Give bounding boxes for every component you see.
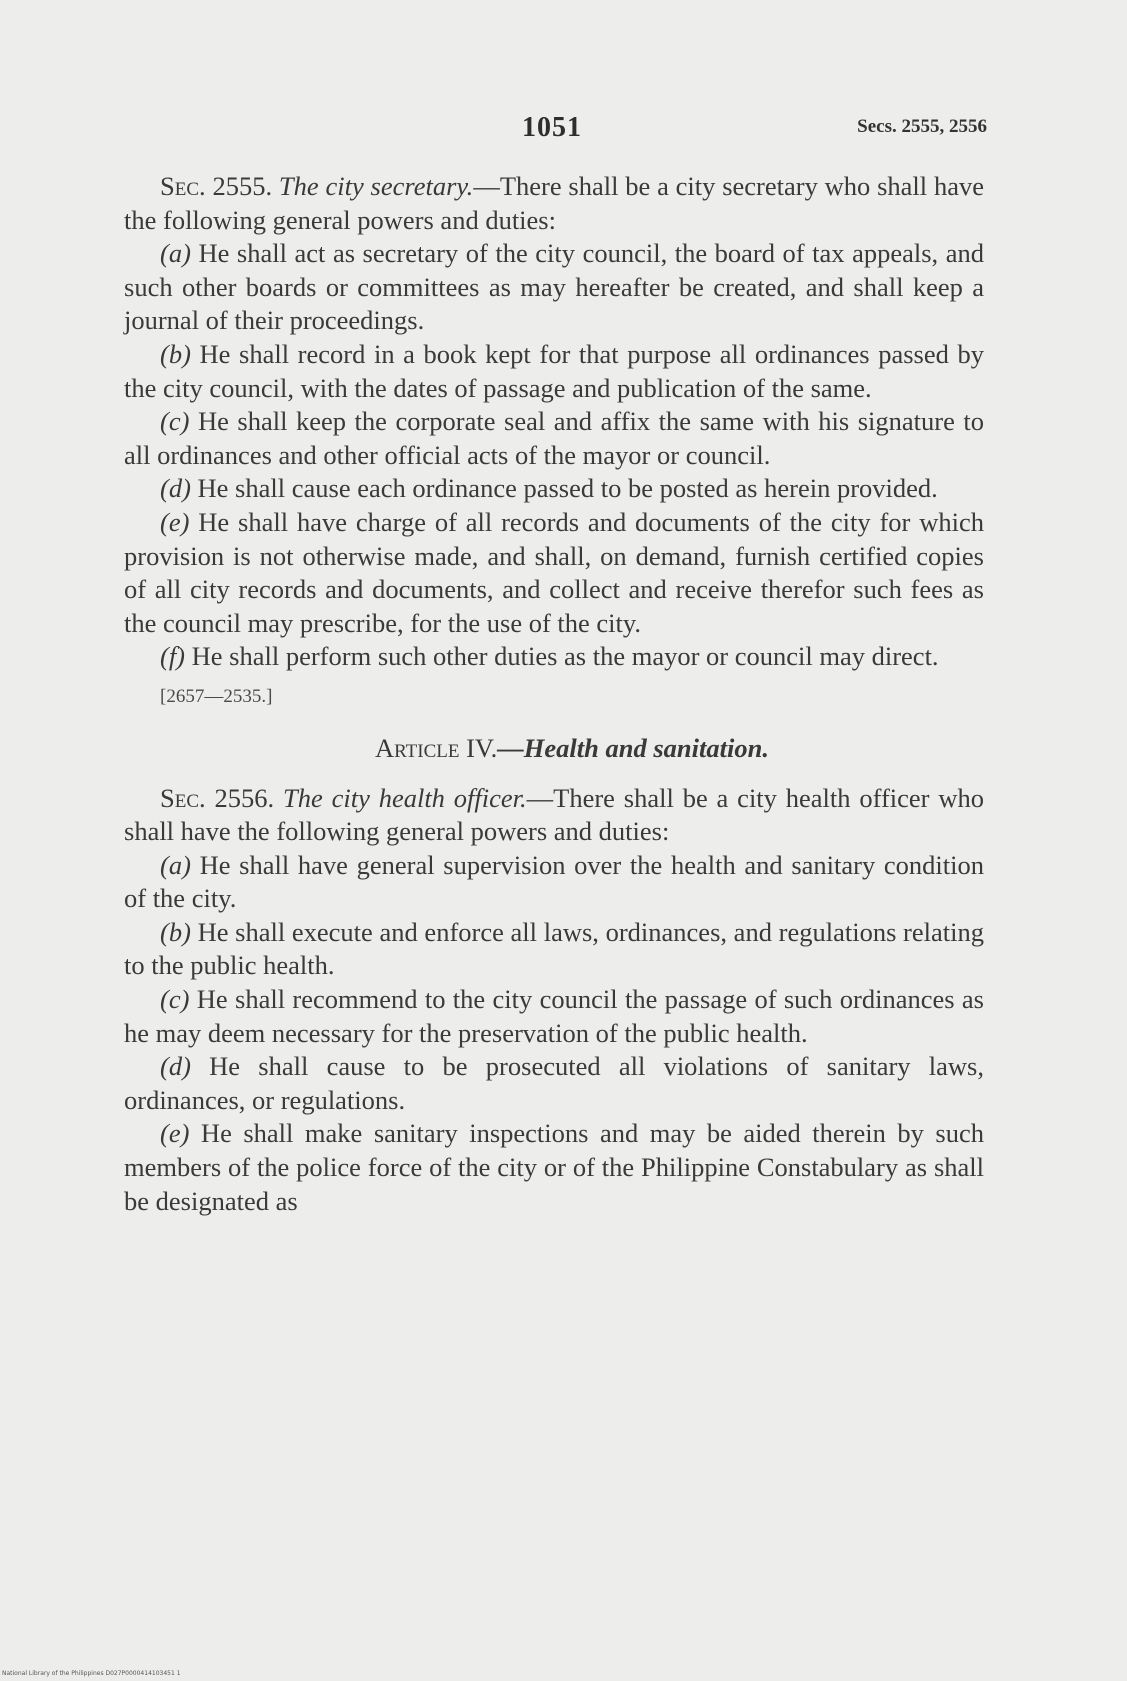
section-label: Sec. 2555. [160,171,273,201]
sec-2556-item-e [124,1117,984,1218]
page-body [124,170,984,1218]
item-text: He shall have general supervision over the health and sanitary condition of the city. [124,849,984,914]
page-number: 1051 [522,112,582,143]
sec-2555-item-a [124,237,984,338]
sec-2555-item-d [124,472,984,506]
item-letter: (d) [160,1051,191,1082]
item-letter: (e) [160,1118,190,1149]
item-letter: (a) [160,849,191,880]
item-letter: (d) [160,473,191,504]
sec-2556-item-a [124,849,984,916]
sec-2555-intro [124,170,984,237]
sec-2556-item-c [124,983,984,1050]
article-label: Article IV. [375,732,498,763]
article-heading [124,732,984,766]
sec-2555-item-c [124,405,984,472]
item-text: He shall act as secretary of the city council, the board of tax appeals, and such other boards or committees as may hereafter be created, and shall keep a journal of their proceedings. [124,238,984,336]
item-text: He shall keep the corporate seal and affix the same with his signature to all ordinances and other official acts of the mayor or council. [124,406,984,470]
item-text: He shall make sanitary inspections and may be aided therein by such members of the police force of the city or of the Philippine Constabulary as shall be designated as [124,1118,984,1216]
item-letter: (b) [160,916,191,947]
item-text: He shall cause each ordinance passed to be posted as herein provided. [190,473,938,504]
page-header [0,112,1127,152]
scan-footer: National Library of the Philippines D027P0000414103451 1 [2,1670,181,1677]
sec-2556-item-d [124,1050,984,1117]
item-text: He shall record in a book kept for that purpose all ordinances passed by the city council, with the dates of passage and publication of the same. [124,338,984,403]
sec-2555-item-b [124,338,984,405]
sec-2555-item-e [124,506,984,640]
item-text: He shall have charge of all records and documents of the city for which provision is not otherwise made, and shall, on demand, furnish certified copies of all city records and documents, and collect and receive therefor such fees as the council may prescribe, for the use of the city. [124,506,984,638]
article-title: —Health and sanitation. [497,732,769,763]
item-letter: (a) [160,238,191,269]
section-intro: —There shall be a city health officer who shall have the following general powers and duties: [124,782,984,847]
history-note: [2657—2535.] [160,685,273,707]
item-letter: (b) [160,338,191,369]
item-letter: (e) [160,506,190,537]
item-text: He shall execute and enforce all laws, ordinances, and regulations relating to the public health. [124,916,984,981]
sec-2555-item-f [124,640,984,674]
section-title: The city secretary. [278,171,474,201]
sections-reference: Secs. 2555, 2556 [857,116,987,137]
section-intro: —There shall be a city secretary who shall have the following general powers and duties: [124,171,984,235]
sec-2556-intro [124,782,984,849]
sec-2556-item-b [124,916,984,983]
item-letter: (f) [160,641,186,672]
section-label: Sec. 2556. [160,782,275,813]
item-letter: (c) [160,406,190,437]
item-letter: (c) [160,984,190,1015]
section-title: The city health officer. [282,782,527,813]
item-text: He shall perform such other duties as the mayor or council may direct. [185,641,939,672]
item-text: He shall cause to be prosecuted all violations of sanitary laws, ordinances, or regulations. [124,1051,984,1115]
item-text: He shall recommend to the city council the passage of such ordinances as he may deem necessary for the preservation of the public health. [124,984,984,1048]
